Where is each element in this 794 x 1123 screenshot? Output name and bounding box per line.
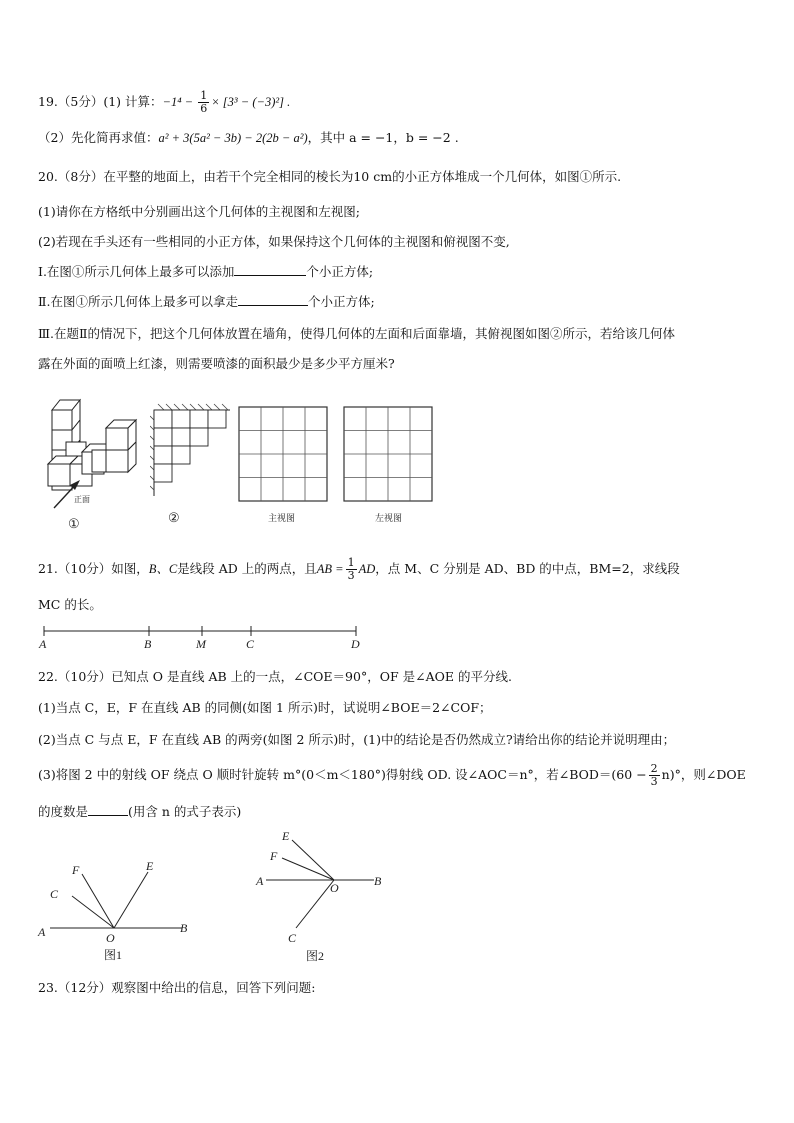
q22-fraction [649,763,660,788]
q21-bc: B、C [148,562,178,576]
q22-part3 [38,763,746,788]
q20-fig1-cubes [40,390,152,532]
q21-segment-figure [36,622,366,652]
q20-fig2-label: ② [168,510,180,525]
q20-part1: (1)请你在方格纸中分别画出这个几何体的主视图和左视图; [38,204,360,219]
q20-grid-main-view[interactable] [238,406,330,526]
q19-line2 [38,128,459,146]
q21-fraction [346,557,357,582]
q21-point-d: D [351,637,360,651]
q20-blank-remove[interactable] [238,293,308,306]
q20-part2-i-a: Ⅰ.在图①所示几何体上最多可以添加 [38,264,235,279]
q19-fraction [198,90,209,115]
q22-part3-a: (3)将图 2 中的射线 OF 绕点 O 顺时针旋转 m°(0＜m＜180°)得射线 OD. 设∠AOC＝n°，若∠BOD＝(60 − [38,767,647,782]
q22-part3-line2-b: (用含 n 的式子表示) [128,804,242,819]
q21-frac-den: 3 [347,569,355,582]
q20-fig1-label: ① [68,516,80,531]
q20-part3-line1: Ⅲ.在题Ⅱ的情况下，把这个几何体放置在墙角，使得几何体的左面和后面靠墙，其俯视图如图②所示，若给该几何体 [38,326,676,341]
q20-front-label: 正面 [74,495,90,504]
q21-point-b: B [144,637,152,651]
q21-point-a: A [39,637,47,651]
q21-point-m: M [196,637,206,651]
q22-fig2-a: A [256,874,264,888]
q20-title: 20.（8分）在平整的地面上，由若干个完全相同的棱长为10 cm的小正方体堆成一个几何体，如图①所示. [38,169,622,184]
q21-line1-d: ，点 M、C 分别是 AD、BD 的中点，BM=2，求线段 [375,561,680,576]
q21-frac-num: 1 [347,556,355,569]
q22-fig1-o: O [106,931,115,945]
q22-fig2-f: F [270,849,278,863]
q22-part3-line2 [38,802,241,820]
q19-line2-suffix: ，其中 a = −1，b = −2 . [307,130,459,145]
q22-fig1-a: A [38,925,46,939]
q22-fig2-c: C [288,931,297,945]
q21-line1-c: 是线段 AD 上的两点，且 [177,561,317,576]
q22-fig2-b: B [374,874,382,888]
q21-line1 [38,557,680,582]
q22-frac-num: 2 [650,762,658,775]
q22-figure2 [252,828,392,964]
q22-fig2-caption: 图2 [306,949,325,963]
q20-grid-left-label: 左视图 [375,513,403,523]
q20-part2-ii-a: Ⅱ.在图①所示几何体上最多可以拿走 [38,294,238,309]
q21-line2: MC 的长。 [38,597,102,612]
q20-part2-ii-b: 个小正方体; [307,294,375,309]
q22-frac-den: 3 [650,775,658,788]
q19-frac-num: 1 [200,89,208,102]
q20-part2-i-b: 个小正方体; [306,264,374,279]
q21-ad: AD [358,562,376,576]
q22-part3-line2-a: 的度数是 [38,804,89,819]
q20-part3-line2: 露在外面的面喷上红漆，则需要喷漆的面积最少是多少平方厘米? [38,356,395,371]
q21-point-c: C [246,637,255,651]
q22-part2: (2)当点 C 与点 E，F 在直线 AB 的两旁(如图 2 所示)时，(1)中的结论是否仍然成立?请给出你的结论并说明理由； [38,732,676,747]
q21-line1-a: 21.（10分）如图， [38,561,149,576]
q19-expr: −1⁴ − [162,95,197,109]
q22-figure1 [36,832,206,962]
q20-part2-ii [38,292,375,310]
q23-title: 23.（12分）观察图中给出的信息，回答下列问题: [38,980,316,995]
q20-grid-left-view[interactable] [343,406,435,526]
q19-expr2: × [3³ − (−3)²] . [211,95,291,109]
q22-fig1-e: E [146,859,154,873]
q22-title: 22.（10分）已知点 O 是直线 AB 上的一点，∠COE＝90°，OF 是∠AOE 的平分线. [38,669,512,684]
q19-line2-expr: a² + 3(5a² − 3b) − 2(2b − a²) [158,131,308,145]
q22-fig1-b: B [180,921,188,935]
q20-part2-i [38,262,373,280]
q22-part3-b: n)°，则∠DOE [661,767,746,782]
q19-line1 [38,90,290,115]
q22-blank-doe[interactable] [88,803,128,816]
q21-ab: AB = [316,562,344,576]
q22-fig1-c: C [50,887,59,901]
q22-fig2-e: E [282,829,290,843]
q22-fig1-caption: 图1 [104,948,123,962]
q20-grid-main-label: 主视图 [268,513,296,523]
q20-blank-add[interactable] [234,263,306,276]
q22-part1: (1)当点 C，E，F 在直线 AB 的同侧(如图 1 所示)时，试说明∠BOE＝2∠COF； [38,700,492,715]
q22-fig1-f: F [72,863,80,877]
q19-frac-den: 6 [200,102,208,115]
q19-prefix: 19.（5分）(1) 计算： [38,94,163,109]
q22-fig2-o: O [330,881,339,895]
q20-part2: (2)若现在手头还有一些相同的小正方体，如果保持这个几何体的主视图和俯视图不变, [38,234,510,249]
q19-line2-prefix: （2）先化简再求值： [38,130,159,145]
q20-fig2-topview [150,402,236,528]
